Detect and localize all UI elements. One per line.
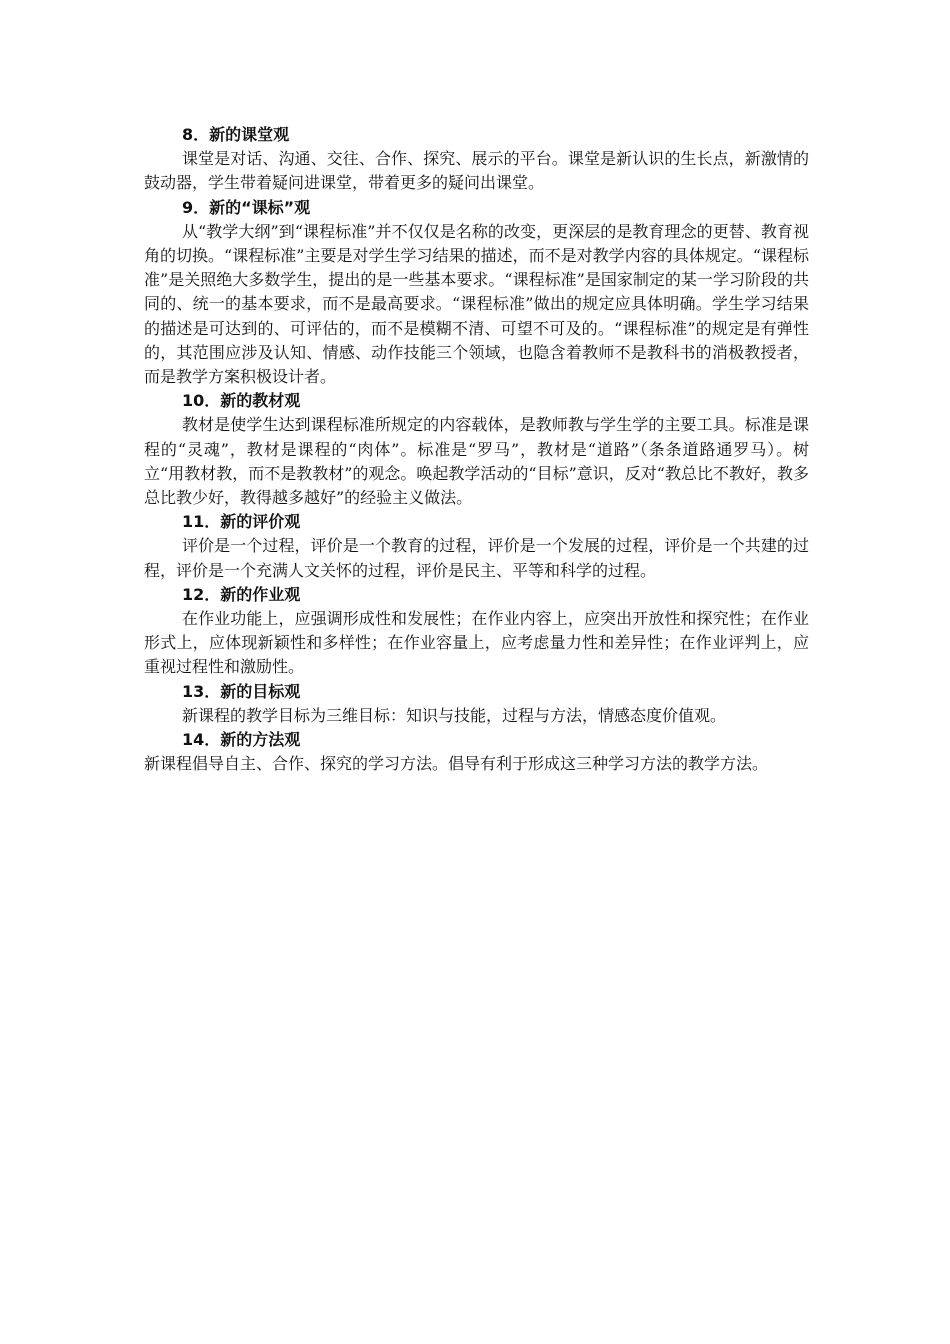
section-body: 教材是使学生达到课程标准所规定的内容载体，是教师教与学生学的主要工具。标准是课程的“灵魂”，教材是课程的“肉体”。标准是“罗马”，教材是“道路”（条条道路通罗马）。树立“用教材教，而不是教教材”的观念。唤起教学活动的“目标”意识，反对“教总比不教好，教多总比教少好，教得越多越好”的经验主义做法。: [144, 415, 809, 508]
section-goal-view: [144, 680, 809, 728]
section-heading: 13．新的目标观: [182, 681, 301, 701]
document-page: [144, 123, 809, 776]
section-method-view: [144, 728, 809, 776]
section-homework-view: [144, 583, 809, 680]
section-body: 新课程倡导自主、合作、探究的学习方法。倡导有利于形成这三种学习方法的教学方法。: [144, 754, 769, 774]
section-textbook-view: [144, 389, 809, 510]
section-heading: 8．新的课堂观: [182, 125, 290, 144]
section-body: 新课程的教学目标为三维目标：知识与技能，过程与方法，情感态度价值观。: [182, 705, 727, 725]
section-heading: 10．新的教材观: [182, 391, 301, 411]
section-evaluation-view: [144, 510, 809, 583]
section-body: 评价是一个过程，评价是一个教育的过程，评价是一个发展的过程，评价是一个共建的过程，评价是一个充满人文关怀的过程，评价是民主、平等和科学的过程。: [144, 536, 809, 580]
section-curriculum-standard-view: [144, 196, 809, 390]
section-body: 从“教学大纲”到“课程标准”并不仅仅是名称的改变，更深层的是教育理念的更替、教育视角的切换。“课程标准”主要是对学生学习结果的描述，而不是对教学内容的具体规定。“课程标准”是关照绝大多数学生，提出的是一些基本要求。“课程标准”是国家制定的某一学习阶段的共同的、统一的基本要求，而不是最高要求。“课程标准”做出的规定应具体明确。学生学习结果的描述是可达到的、可评估的，而不是模糊不清、可望不可及的。“课程标准”的规定是有弹性的，其范围应涉及认知、情感、动作技能三个领域，也隐含着教师不是教科书的消极教授者，而是教学方案积极设计者。: [144, 221, 809, 387]
section-heading: 9．新的“课标”观: [182, 197, 311, 217]
section-body: 在作业功能上，应强调形成性和发展性；在作业内容上，应突出开放性和探究性；在作业形式上，应体现新颖性和多样性；在作业容量上，应考虑量力性和差异性；在作业评判上，应重视过程性和激励性。: [144, 609, 809, 677]
section-heading: 12．新的作业观: [182, 584, 301, 604]
section-body: 课堂是对话、沟通、交往、合作、探究、展示的平台。课堂是新认识的生长点，新激情的鼓动器，学生带着疑问进课堂，带着更多的疑问出课堂。: [144, 149, 809, 193]
section-heading: 11．新的评价观: [182, 512, 301, 532]
section-heading: 14．新的方法观: [182, 730, 301, 750]
section-classroom-view: [144, 123, 809, 196]
